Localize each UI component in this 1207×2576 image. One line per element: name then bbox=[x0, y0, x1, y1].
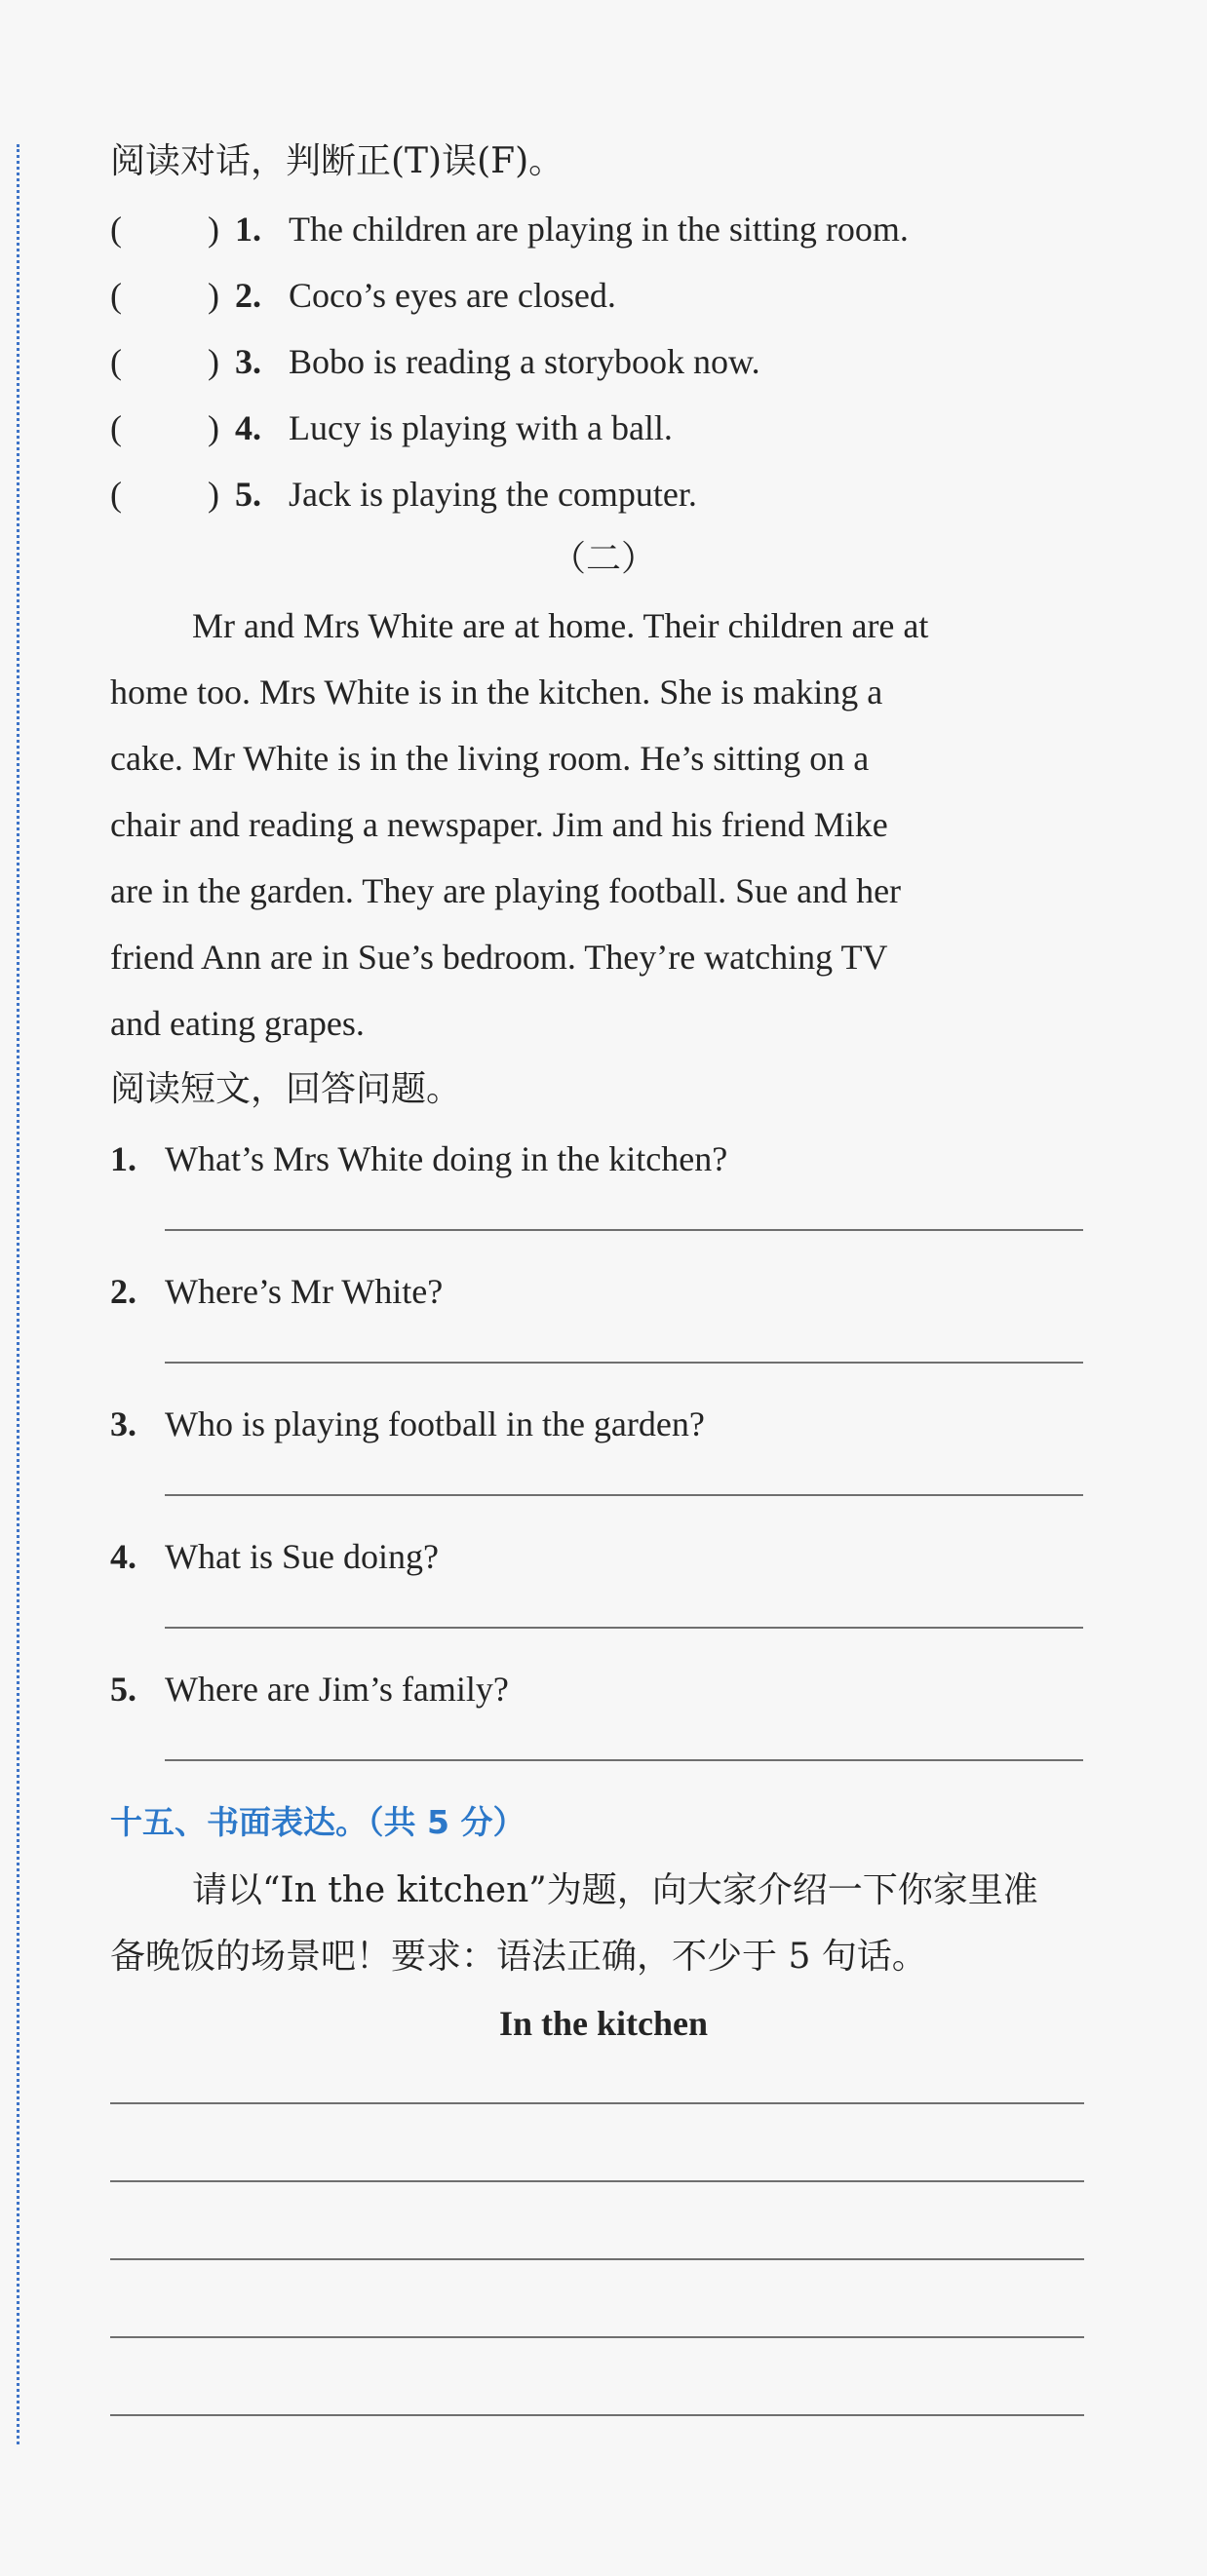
tf-item-number: 4. bbox=[235, 408, 261, 447]
tf-item-statement: Lucy is playing with a ball. bbox=[289, 408, 673, 447]
qa-instruction: 阅读短文，回答问题。 bbox=[110, 1069, 462, 1109]
question-number: 3. bbox=[110, 1404, 136, 1443]
writing-prompt-line-2: 备晚饭的场景吧！要求：语法正确，不少于 5 句话。 bbox=[110, 1937, 927, 1977]
tf-instruction: 阅读对话，判断正(T)误(F)。 bbox=[110, 141, 565, 181]
tf-item-number: 2. bbox=[235, 276, 261, 315]
question-text: What is Sue doing? bbox=[165, 1537, 439, 1576]
question-number: 1. bbox=[110, 1139, 136, 1178]
answer-paren-close: ) bbox=[208, 276, 219, 315]
question-3 bbox=[110, 1403, 1082, 1520]
question-text: Where’s Mr White? bbox=[165, 1272, 444, 1311]
answer-line[interactable] bbox=[165, 1759, 1083, 1761]
question-number: 4. bbox=[110, 1537, 136, 1576]
answer-line[interactable] bbox=[165, 1494, 1083, 1496]
answer-paren-close: ) bbox=[208, 475, 219, 514]
question-2 bbox=[110, 1271, 1082, 1388]
answer-line[interactable] bbox=[165, 1627, 1083, 1629]
question-text: Who is playing football in the garden? bbox=[165, 1404, 705, 1443]
question-4 bbox=[110, 1536, 1082, 1653]
tf-item-number: 5. bbox=[235, 475, 261, 514]
question-number: 2. bbox=[110, 1272, 136, 1311]
answer-paren-close: ) bbox=[208, 210, 219, 249]
answer-paren-open[interactable]: ( bbox=[110, 475, 122, 514]
writing-line-2[interactable] bbox=[110, 2180, 1084, 2182]
passage-line-3: cake. Mr White is in the living room. He’s sitting on a bbox=[110, 739, 870, 778]
question-5 bbox=[110, 1669, 1082, 1786]
section-two-label: （二） bbox=[550, 539, 656, 579]
writing-line-3[interactable] bbox=[110, 2258, 1084, 2260]
question-text: What’s Mrs White doing in the kitchen? bbox=[165, 1139, 728, 1178]
dotted-margin-line bbox=[17, 144, 19, 2444]
passage-line-6: friend Ann are in Sue’s bedroom. They’re watching TV bbox=[110, 938, 888, 977]
answer-paren-close: ) bbox=[208, 408, 219, 447]
answer-line[interactable] bbox=[165, 1229, 1083, 1231]
tf-item-number: 3. bbox=[235, 342, 261, 381]
answer-paren-open[interactable]: ( bbox=[110, 276, 122, 315]
writing-line-1[interactable] bbox=[110, 2102, 1084, 2104]
answer-paren-close: ) bbox=[208, 342, 219, 381]
tf-item-number: 1. bbox=[235, 210, 261, 249]
writing-prompt-line-1: 请以“In the kitchen”为题，向大家介绍一下你家里准 bbox=[192, 1870, 1038, 1910]
writing-line-5[interactable] bbox=[110, 2414, 1084, 2416]
writing-section-heading: 十五、书面表达。（共 5 分） bbox=[110, 1803, 526, 1841]
answer-paren-open[interactable]: ( bbox=[110, 342, 122, 381]
essay-title: In the kitchen bbox=[498, 2004, 709, 2043]
question-number: 5. bbox=[110, 1670, 136, 1709]
writing-line-4[interactable] bbox=[110, 2336, 1084, 2338]
passage-line-2: home too. Mrs White is in the kitchen. She is making a bbox=[110, 673, 883, 711]
tf-item-statement: Coco’s eyes are closed. bbox=[289, 276, 616, 315]
passage-line-4: chair and reading a newspaper. Jim and his friend Mike bbox=[110, 805, 888, 844]
question-text: Where are Jim’s family? bbox=[165, 1670, 509, 1709]
tf-item-statement: Bobo is reading a storybook now. bbox=[289, 342, 760, 381]
tf-item-statement: Jack is playing the computer. bbox=[289, 475, 697, 514]
passage-line-7: and eating grapes. bbox=[110, 1004, 365, 1043]
answer-paren-open[interactable]: ( bbox=[110, 408, 122, 447]
passage-line-1: Mr and Mrs White are at home. Their children are at bbox=[192, 606, 929, 645]
answer-paren-open[interactable]: ( bbox=[110, 210, 122, 249]
passage-line-5: are in the garden. They are playing football. Sue and her bbox=[110, 871, 902, 910]
answer-line[interactable] bbox=[165, 1362, 1083, 1364]
question-1 bbox=[110, 1138, 1082, 1255]
tf-item-statement: The children are playing in the sitting room. bbox=[289, 210, 909, 249]
